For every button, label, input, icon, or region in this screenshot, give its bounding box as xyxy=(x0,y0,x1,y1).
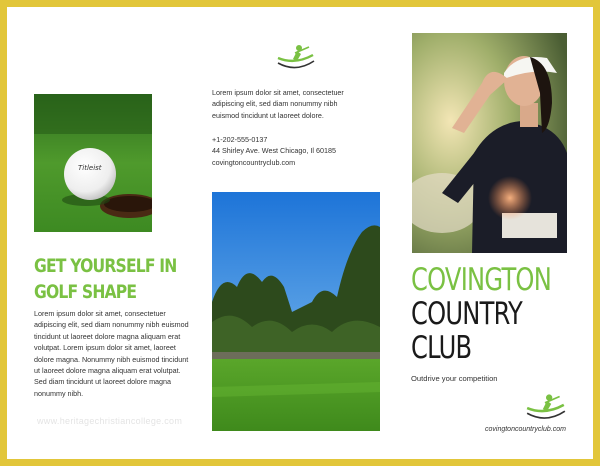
headline-line2: GOLF SHAPE xyxy=(34,281,137,303)
tagline: Outdrive your competition xyxy=(411,374,498,383)
brochure-page xyxy=(7,7,593,459)
contact-block xyxy=(212,134,362,168)
phone-number: +1-202-555-0137 xyxy=(212,135,268,144)
golf-ball-photo xyxy=(34,94,152,232)
watermark: www.heritagechristiancollege.com xyxy=(37,416,183,426)
title-line2: COUNTRY xyxy=(411,296,523,332)
golfer-logo-icon xyxy=(524,392,568,422)
title-line3: CLUB xyxy=(411,330,472,366)
headline-line1: GET YOURSELF IN xyxy=(34,255,177,277)
woman-golfer-photo xyxy=(412,33,567,253)
website-link[interactable]: covingtoncountryclub.com xyxy=(485,426,566,433)
address: 44 Shirley Ave. West Chicago, Il 60185 xyxy=(212,146,336,156)
club-title xyxy=(411,263,551,365)
golf-course-photo xyxy=(212,192,380,431)
intro-paragraph: Lorem ipsum dolor sit amet, consectetuer adipiscing elit, sed diam nonummy nibh euismod tincidunt ut laoreet dolore. xyxy=(212,88,344,120)
title-line1: COVINGTON xyxy=(411,262,551,298)
headline xyxy=(34,253,177,305)
golfer-logo-icon xyxy=(275,43,317,71)
email-link[interactable]: covingtoncountryclub.com xyxy=(212,157,296,167)
svg-text:Titleist: Titleist xyxy=(78,164,102,172)
body-paragraph: Lorem ipsum dolor sit amet, consectetuer adipiscing elit, sed diam nonummy nibh euismod tincidunt ut laoreet dolore magna aliquam erat volutpat. Lorem ipsum dolor sit amet, laoreet dolore magna. Nonummy nibh euismod tincidunt ut laoreet dolore magna aliquam erat volutpat. Sed diam tincidunt ut laoreet dolore magna nonummy nibh. xyxy=(34,309,189,398)
